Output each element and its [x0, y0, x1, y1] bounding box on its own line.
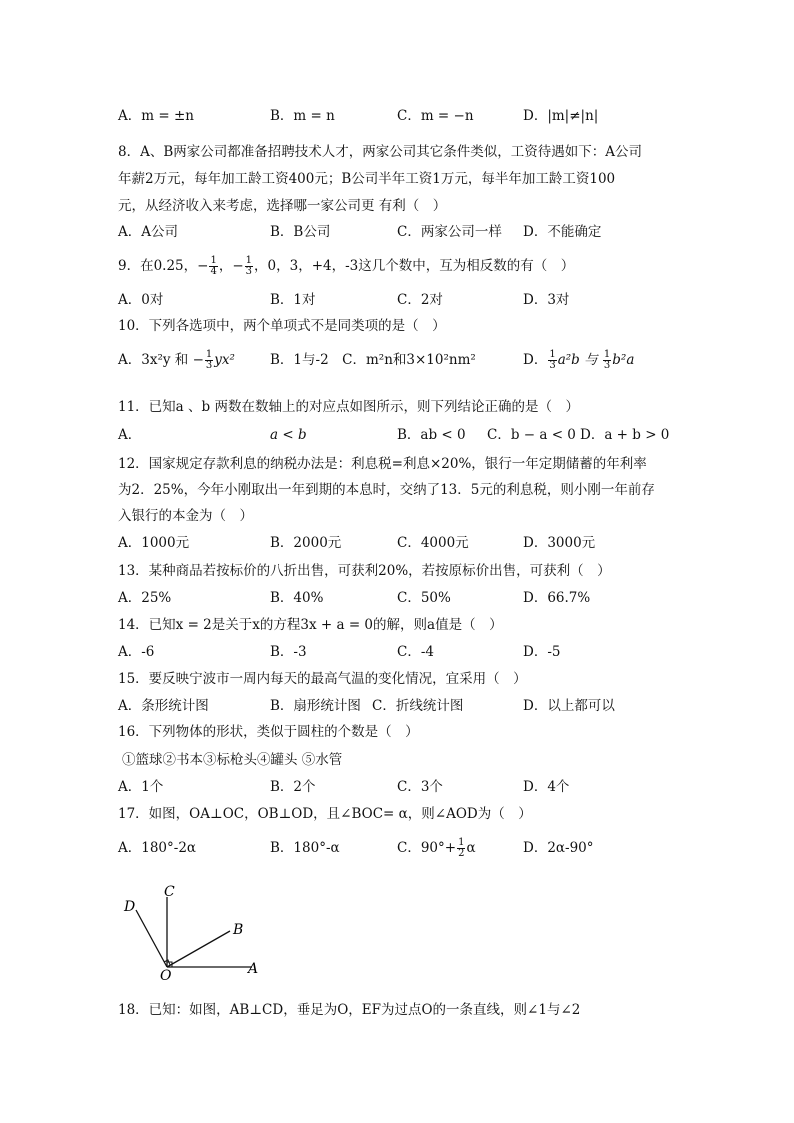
q16-option-d: D．4个 — [523, 779, 570, 795]
q8-stem-line3: 元，从经济收入来考虑，选择哪一家公司更 有利（ ） — [118, 198, 447, 214]
fraction-numerator: 1 — [603, 349, 611, 360]
q11-option-a-label: A． — [118, 427, 142, 443]
fraction-denominator: 2 — [458, 848, 465, 859]
q13-option-d: D．66.7% — [523, 590, 591, 606]
fraction-denominator: 3 — [603, 360, 611, 371]
q9-option-b: B．1对 — [270, 292, 316, 308]
q9-stem-pre: 9．在0.25，− — [118, 258, 209, 274]
q9-option-a: A．0对 — [118, 292, 164, 308]
q12-option-a: A．1000元 — [118, 535, 190, 551]
q7-option-b: B．m = n — [270, 108, 335, 124]
q18-stem: 18．已知：如图，AB⊥CD，垂足为O，EF为过点O的一条直线，则∠1与∠2 — [118, 1002, 581, 1018]
fraction-1-3 — [603, 350, 611, 371]
q10-a-post: yx² — [214, 352, 235, 368]
q9-stem-post: ，0，3，+4，-3这几个数中，互为相反数的有（ ） — [254, 258, 575, 274]
q8-stem-line2: 年薪2万元，每年加工龄工资400元；B公司半年工资1万元，每半年加工龄工资100 — [118, 171, 616, 187]
q11-option-b: B．ab < 0 — [397, 427, 466, 443]
q15-option-b: B．扇形统计图 — [270, 698, 361, 714]
q13-option-c: C．50% — [397, 590, 451, 606]
q7-option-d: D．|m|≠|n| — [523, 108, 599, 124]
q17-option-b: B．180°-α — [270, 840, 340, 856]
q12-option-c: C．4000元 — [397, 535, 469, 551]
q9-option-d: D．3对 — [523, 292, 570, 308]
q17-option-c — [397, 838, 476, 859]
q9-stem — [118, 256, 574, 277]
q11-option-a-expr: a < b — [270, 427, 307, 443]
q17-c-post: α — [466, 840, 476, 856]
q12-option-b: B．2000元 — [270, 535, 342, 551]
q15-option-d: D．以上都可以 — [523, 698, 615, 714]
q14-option-d: D．-5 — [523, 644, 561, 660]
q11-stem: 11．已知a 、b 两数在数轴上的对应点如图所示，则下列结论正确的是（ ） — [118, 399, 579, 415]
fraction-numerator: 1 — [210, 255, 217, 266]
fraction-numerator: 1 — [245, 255, 253, 266]
q11-option-c: C．b − a < 0 — [487, 427, 576, 443]
q11-option-d: D．a + b > 0 — [580, 427, 670, 443]
ray-od — [136, 910, 167, 967]
q15-option-a: A．条形统计图 — [118, 698, 209, 714]
fraction-1-3 — [548, 350, 556, 371]
fraction-denominator: 3 — [549, 360, 556, 371]
q9-stem-mid: ，− — [218, 258, 244, 274]
q9-option-c: C．2对 — [397, 292, 443, 308]
fraction-denominator: 3 — [205, 360, 213, 371]
q16-items: ①篮球②书本③标枪头④罐头 ⑤水管 — [122, 752, 343, 768]
q15-stem: 15．要反映宁波市一周内每天的最高气温的变化情况，宜采用（ ） — [118, 671, 527, 687]
q12-stem-line1: 12．国家规定存款利息的纳税办法是：利息税=利息×20%，银行一年定期储蓄的年利率 — [118, 456, 647, 472]
q12-stem-line3: 入银行的本金为（ ） — [118, 508, 253, 524]
q10-a-pre: A．3x²y 和 − — [118, 352, 204, 368]
q8-option-a: A．A公司 — [118, 224, 178, 240]
q17-c-pre: C．90°+ — [397, 840, 457, 856]
q8-option-c: C．两家公司一样 — [397, 224, 502, 240]
q10-d-pre: D． — [523, 352, 548, 368]
fraction-denominator: 3 — [245, 266, 253, 277]
q7-option-a: A．m = ±n — [118, 108, 194, 124]
fraction-1-4 — [209, 256, 217, 277]
q8-stem-line1: 8．A、B两家公司都准备招聘技术人才，两家公司其它条件类似，工资待遇如下：A公司 — [118, 144, 643, 160]
label-b: B — [233, 922, 244, 938]
q13-stem: 13．某种商品若按标价的八折出售，可获利20%，若按原标价出售，可获利（ ） — [118, 563, 611, 579]
q10-option-bc: B．1与-2 C．m²n和3×10²nm² — [270, 352, 476, 368]
label-c: C — [164, 884, 175, 900]
q17-option-d: D．2α-90° — [523, 840, 594, 856]
fraction-denominator: 4 — [210, 266, 217, 277]
q17-option-a: A．180°-2α — [118, 840, 197, 856]
q16-option-a: A．1个 — [118, 779, 164, 795]
q17-stem: 17．如图，OA⊥OC，OB⊥OD，且∠BOC= α，则∠AOD为（ ） — [118, 806, 532, 822]
q14-option-c: C．-4 — [397, 644, 434, 660]
q13-option-a: A．25% — [118, 590, 172, 606]
fraction-numerator: 1 — [458, 837, 465, 848]
q14-stem: 14．已知x = 2是关于x的方程3x + a = 0的解，则a值是（ ） — [118, 617, 503, 633]
ray-ob — [167, 931, 230, 967]
q10-option-d — [523, 350, 634, 371]
q10-d-mid: a²b 与 — [557, 352, 602, 368]
q10-option-a — [118, 350, 235, 371]
q13-option-b: B．40% — [270, 590, 324, 606]
q10-stem: 10．下列各选项中，两个单项式不是同类项的是（ ） — [118, 318, 446, 334]
label-o: O — [160, 968, 172, 982]
label-d: D — [124, 899, 136, 915]
q16-option-b: B．2个 — [270, 779, 316, 795]
fraction-1-2 — [457, 838, 465, 859]
fraction-1-3 — [205, 350, 213, 371]
label-a: A — [248, 961, 259, 977]
q16-option-c: C．3个 — [397, 779, 443, 795]
q12-stem-line2: 为2．25%，今年小刚取出一年到期的本息时，交纳了13．5元的利息税，则小刚一年前存 — [118, 482, 655, 498]
q14-option-a: A．-6 — [118, 644, 155, 660]
q17-angle-figure — [120, 882, 270, 982]
q12-option-d: D．3000元 — [523, 535, 596, 551]
q7-option-c: C．m = −n — [397, 108, 474, 124]
fraction-numerator: 1 — [205, 349, 213, 360]
q16-stem: 16．下列物体的形状，类似于圆柱的个数是（ ） — [118, 724, 419, 740]
q8-option-b: B．B公司 — [270, 224, 331, 240]
q10-d-post: b²a — [612, 352, 635, 368]
q15-option-c: C．折线统计图 — [372, 698, 464, 714]
q8-option-d: D．不能确定 — [523, 224, 602, 240]
q14-option-b: B．-3 — [270, 644, 307, 660]
fraction-1-3 — [245, 256, 253, 277]
fraction-numerator: 1 — [549, 349, 556, 360]
